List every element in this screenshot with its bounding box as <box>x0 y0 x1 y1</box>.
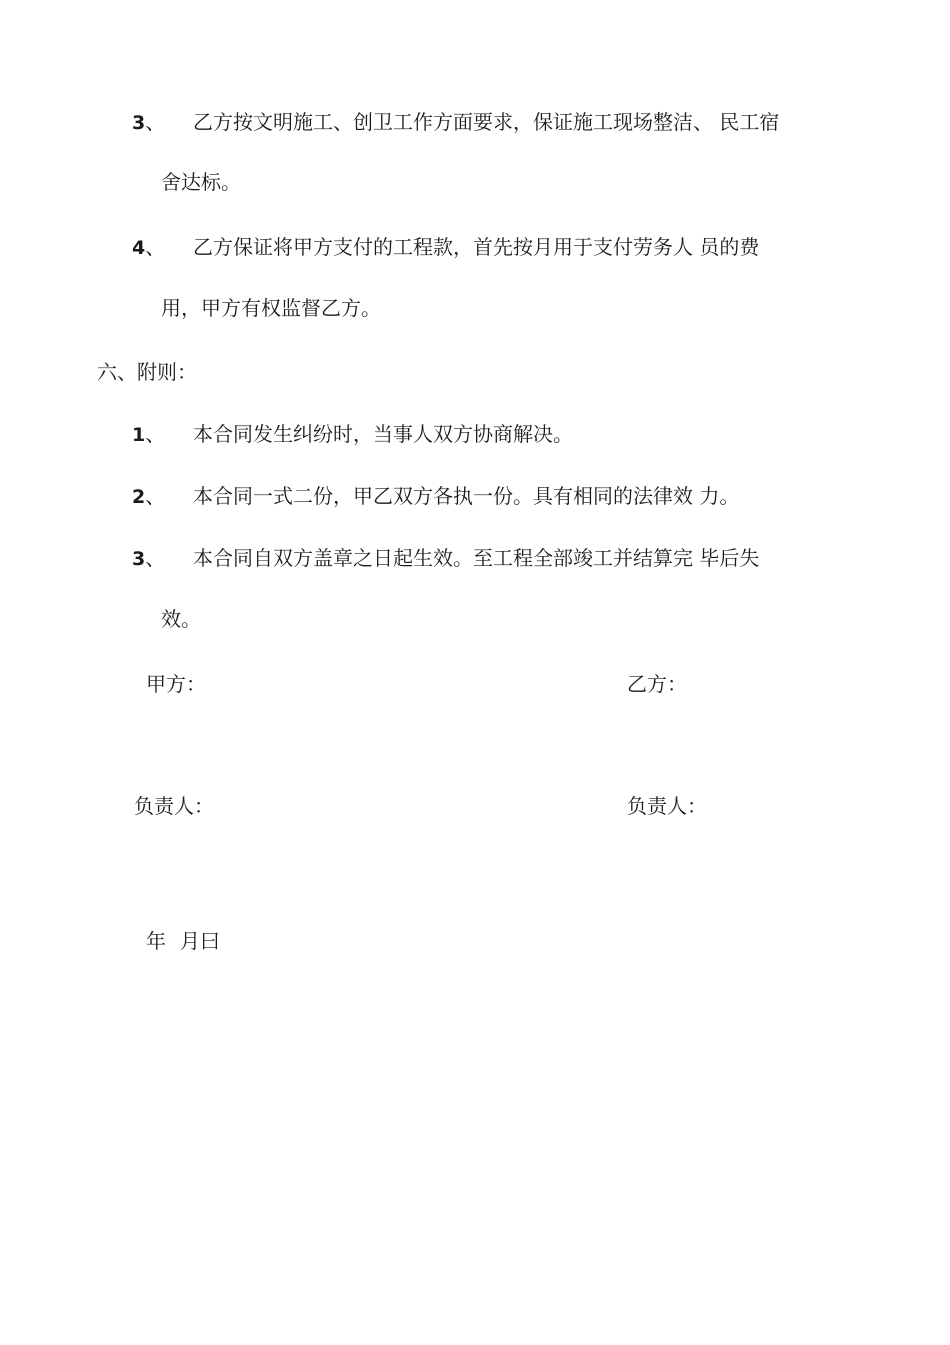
responsible-b-label: 负责人： <box>627 794 707 818</box>
date-month-day: 月曰 <box>180 929 220 953</box>
date-year: 年 <box>146 929 166 953</box>
clause-number: 4、 <box>132 235 166 259</box>
responsible-a-label: 负责人： <box>134 794 214 818</box>
clause-text-line: 本合同一式二份，甲乙双方各执一份。具有相同的法律效 力。 <box>193 484 740 508</box>
party-a-label: 甲方： <box>146 672 206 696</box>
clause-text-line: 本合同自双方盖章之日起生效。至工程全部竣工并结算完 毕后失 <box>193 546 760 570</box>
clause-text-line: 用，甲方有权监督乙方。 <box>161 296 381 320</box>
party-b-label: 乙方： <box>627 672 687 696</box>
clause-number: 3、 <box>132 546 166 570</box>
clause-number: 1、 <box>132 422 166 446</box>
clause-text-line: 舍达标。 <box>161 170 241 194</box>
clause-number: 3、 <box>132 110 166 134</box>
clause-text-line: 本合同发生纠纷时，当事人双方协商解决。 <box>193 422 573 446</box>
clause-text-line: 乙方保证将甲方支付的工程款，首先按月用于支付劳务人 员的费 <box>193 235 760 259</box>
clause-text-line: 乙方按文明施工、创卫工作方面要求，保证施工现场整洁、 民工宿 <box>193 110 780 134</box>
clause-number: 2、 <box>132 484 166 508</box>
clause-text-line: 效。 <box>161 607 201 631</box>
section-title: 六、附则： <box>97 360 197 384</box>
